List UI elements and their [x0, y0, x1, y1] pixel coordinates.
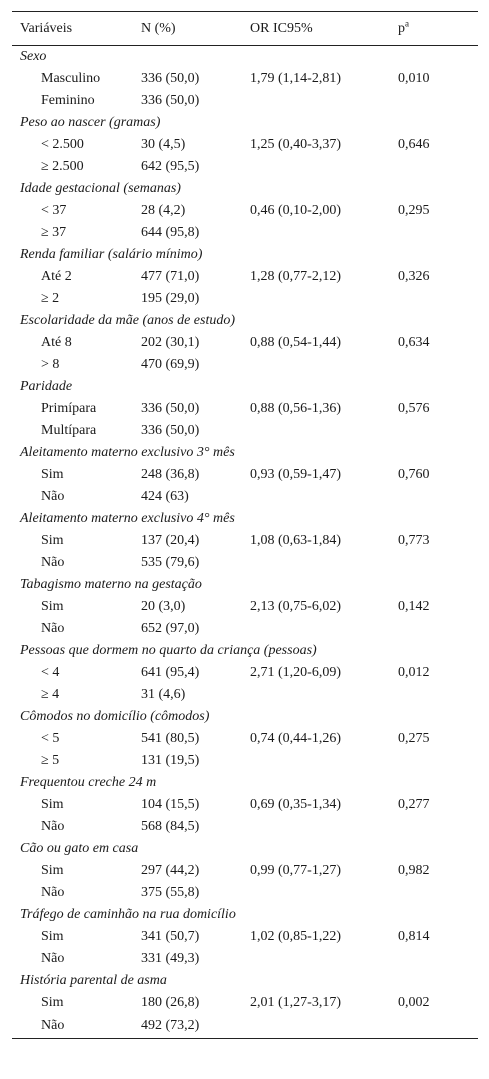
- variable-group: [12, 838, 478, 904]
- table-row: [12, 420, 478, 442]
- header-p: [398, 17, 478, 37]
- n-percent-cell: 131 (19,5): [141, 753, 200, 768]
- odds-ratio-cell: 0,74 (0,44-1,26): [250, 731, 341, 746]
- p-value-cell: 0,576: [398, 401, 430, 416]
- category-label: < 5: [41, 731, 60, 746]
- table-row: [12, 222, 478, 244]
- table-row: [12, 134, 478, 156]
- category-label: Não: [41, 951, 65, 966]
- group-title: Sexo: [20, 49, 47, 64]
- n-percent-cell: 341 (50,7): [141, 929, 200, 944]
- table-row: [12, 398, 478, 420]
- category-label: Sim: [41, 467, 64, 482]
- table-row: [12, 728, 478, 750]
- n-percent-cell: 336 (50,0): [141, 401, 200, 416]
- n-percent-cell: 470 (69,9): [141, 357, 200, 372]
- p-value-cell: 0,634: [398, 335, 430, 350]
- p-value-cell: 0,773: [398, 533, 430, 548]
- n-percent-cell: 137 (20,4): [141, 533, 200, 548]
- category-label: Até 2: [41, 269, 72, 284]
- table-row: [12, 156, 478, 178]
- table-row: [12, 200, 478, 222]
- table-row: [12, 596, 478, 618]
- category-label: > 8: [41, 357, 60, 372]
- group-title: Pessoas que dormem no quarto da criança (pessoas): [20, 643, 317, 658]
- odds-ratio-cell: 1,25 (0,40-3,37): [250, 137, 341, 152]
- variable-group: [12, 178, 478, 244]
- table-row: [12, 464, 478, 486]
- group-title: Cão ou gato em casa: [20, 841, 139, 856]
- table-row: [12, 332, 478, 354]
- table-row: [12, 794, 478, 816]
- category-label: Sim: [41, 599, 64, 614]
- group-title-row: [12, 838, 478, 860]
- table-body: [12, 46, 478, 1038]
- header-p-label: p: [398, 20, 405, 36]
- variable-group: [12, 442, 478, 508]
- odds-ratio-cell: 1,02 (0,85-1,22): [250, 929, 341, 944]
- variable-group: [12, 904, 478, 970]
- odds-ratio-cell: 0,88 (0,54-1,44): [250, 335, 341, 350]
- group-title-row: [12, 904, 478, 926]
- category-label: Não: [41, 819, 65, 834]
- category-label: ≥ 2: [41, 291, 60, 306]
- variable-group: [12, 640, 478, 706]
- variable-group: [12, 112, 478, 178]
- table-row: [12, 750, 478, 772]
- p-value-cell: 0,002: [398, 995, 430, 1010]
- table-row: [12, 684, 478, 706]
- category-label: Sim: [41, 929, 64, 944]
- group-title: História parental de asma: [20, 973, 167, 988]
- category-label: Primípara: [41, 401, 97, 416]
- group-title: Escolaridade da mãe (anos de estudo): [20, 313, 236, 328]
- category-label: Sim: [41, 995, 64, 1010]
- odds-ratio-cell: 2,01 (1,27-3,17): [250, 995, 341, 1010]
- variable-group: [12, 772, 478, 838]
- group-title-row: [12, 508, 478, 530]
- n-percent-cell: 104 (15,5): [141, 797, 200, 812]
- p-value-cell: 0,982: [398, 863, 430, 878]
- table-row: [12, 816, 478, 838]
- n-percent-cell: 652 (97,0): [141, 621, 200, 636]
- group-title-row: [12, 112, 478, 134]
- odds-ratio-cell: 0,69 (0,35-1,34): [250, 797, 341, 812]
- n-percent-cell: 331 (49,3): [141, 951, 200, 966]
- group-title: Renda familiar (salário mínimo): [20, 247, 203, 262]
- table-row: [12, 552, 478, 574]
- group-title-row: [12, 376, 478, 398]
- data-table: [12, 11, 478, 1039]
- table-row: [12, 882, 478, 904]
- p-value-cell: 0,326: [398, 269, 430, 284]
- category-label: Não: [41, 621, 65, 636]
- group-title-row: [12, 46, 478, 68]
- header-n: N (%): [141, 20, 176, 36]
- group-title-row: [12, 442, 478, 464]
- odds-ratio-cell: 0,46 (0,10-2,00): [250, 203, 341, 218]
- odds-ratio-cell: 0,99 (0,77-1,27): [250, 863, 341, 878]
- table-row: [12, 926, 478, 948]
- n-percent-cell: 644 (95,8): [141, 225, 200, 240]
- category-label: Até 8: [41, 335, 72, 350]
- category-label: Sim: [41, 797, 64, 812]
- group-title-row: [12, 640, 478, 662]
- table-row: [12, 486, 478, 508]
- table-row: [12, 266, 478, 288]
- odds-ratio-cell: 0,93 (0,59-1,47): [250, 467, 341, 482]
- category-label: < 37: [41, 203, 67, 218]
- group-title-row: [12, 772, 478, 794]
- category-label: Feminino: [41, 93, 95, 108]
- group-title: Tabagismo materno na gestação: [20, 577, 202, 592]
- p-value-cell: 0,012: [398, 665, 430, 680]
- p-value-cell: 0,814: [398, 929, 430, 944]
- n-percent-cell: 195 (29,0): [141, 291, 200, 306]
- group-title: Aleitamento materno exclusivo 4° mês: [20, 511, 235, 526]
- category-label: Sim: [41, 533, 64, 548]
- category-label: Não: [41, 489, 65, 504]
- n-percent-cell: 248 (36,8): [141, 467, 200, 482]
- table-row: [12, 530, 478, 552]
- n-percent-cell: 336 (50,0): [141, 423, 200, 438]
- category-label: ≥ 5: [41, 753, 60, 768]
- n-percent-cell: 20 (3,0): [141, 599, 186, 614]
- n-percent-cell: 28 (4,2): [141, 203, 186, 218]
- category-label: ≥ 2.500: [41, 159, 84, 174]
- table-row: [12, 992, 478, 1014]
- variable-group: [12, 310, 478, 376]
- group-title: Aleitamento materno exclusivo 3° mês: [20, 445, 235, 460]
- n-percent-cell: 641 (95,4): [141, 665, 200, 680]
- odds-ratio-cell: 1,28 (0,77-2,12): [250, 269, 341, 284]
- n-percent-cell: 477 (71,0): [141, 269, 200, 284]
- table-row: [12, 90, 478, 112]
- variable-group: [12, 970, 478, 1038]
- category-label: < 2.500: [41, 137, 84, 152]
- table-row: [12, 1014, 478, 1038]
- header-variaveis: Variáveis: [20, 20, 73, 36]
- category-label: Não: [41, 1018, 65, 1033]
- n-percent-cell: 375 (55,8): [141, 885, 200, 900]
- table-row: [12, 662, 478, 684]
- category-label: Multípara: [41, 423, 97, 438]
- category-label: Não: [41, 555, 65, 570]
- n-percent-cell: 336 (50,0): [141, 93, 200, 108]
- variable-group: [12, 376, 478, 442]
- group-title: Paridade: [20, 379, 73, 394]
- p-value-cell: 0,295: [398, 203, 430, 218]
- n-percent-cell: 30 (4,5): [141, 137, 186, 152]
- table-row: [12, 948, 478, 970]
- category-label: Sim: [41, 863, 64, 878]
- table-row: [12, 618, 478, 640]
- odds-ratio-cell: 0,88 (0,56-1,36): [250, 401, 341, 416]
- variable-group: [12, 46, 478, 112]
- p-value-cell: 0,646: [398, 137, 430, 152]
- odds-ratio-cell: 1,79 (1,14-2,81): [250, 71, 341, 86]
- n-percent-cell: 568 (84,5): [141, 819, 200, 834]
- table-header: [12, 12, 478, 46]
- n-percent-cell: 535 (79,6): [141, 555, 200, 570]
- variable-group: [12, 706, 478, 772]
- group-title-row: [12, 706, 478, 728]
- n-percent-cell: 180 (26,8): [141, 995, 200, 1010]
- category-label: ≥ 37: [41, 225, 67, 240]
- p-value-cell: 0,277: [398, 797, 430, 812]
- n-percent-cell: 492 (73,2): [141, 1018, 200, 1033]
- odds-ratio-cell: 2,71 (1,20-6,09): [250, 665, 341, 680]
- p-value-cell: 0,142: [398, 599, 430, 614]
- n-percent-cell: 31 (4,6): [141, 687, 186, 702]
- group-title-row: [12, 178, 478, 200]
- group-title: Cômodos no domicílio (cômodos): [20, 709, 210, 724]
- variable-group: [12, 244, 478, 310]
- n-percent-cell: 642 (95,5): [141, 159, 200, 174]
- p-value-cell: 0,275: [398, 731, 430, 746]
- category-label: ≥ 4: [41, 687, 60, 702]
- category-label: < 4: [41, 665, 60, 680]
- group-title: Idade gestacional (semanas): [20, 181, 181, 196]
- table-row: [12, 288, 478, 310]
- header-or: OR IC95%: [250, 20, 313, 36]
- category-label: Não: [41, 885, 65, 900]
- variable-group: [12, 574, 478, 640]
- n-percent-cell: 424 (63): [141, 489, 189, 504]
- group-title: Frequentou creche 24 m: [20, 775, 157, 790]
- group-title: Peso ao nascer (gramas): [20, 115, 161, 130]
- table-row: [12, 860, 478, 882]
- table-row: [12, 68, 478, 90]
- p-value-cell: 0,760: [398, 467, 430, 482]
- n-percent-cell: 202 (30,1): [141, 335, 200, 350]
- group-title: Tráfego de caminhão na rua domicílio: [20, 907, 236, 922]
- variable-group: [12, 508, 478, 574]
- n-percent-cell: 336 (50,0): [141, 71, 200, 86]
- n-percent-cell: 541 (80,5): [141, 731, 200, 746]
- group-title-row: [12, 970, 478, 992]
- table-row: [12, 354, 478, 376]
- header-p-superscript: a: [405, 17, 409, 28]
- p-value-cell: 0,010: [398, 71, 430, 86]
- group-title-row: [12, 310, 478, 332]
- odds-ratio-cell: 1,08 (0,63-1,84): [250, 533, 341, 548]
- odds-ratio-cell: 2,13 (0,75-6,02): [250, 599, 341, 614]
- n-percent-cell: 297 (44,2): [141, 863, 200, 878]
- group-title-row: [12, 574, 478, 596]
- category-label: Masculino: [41, 71, 101, 86]
- group-title-row: [12, 244, 478, 266]
